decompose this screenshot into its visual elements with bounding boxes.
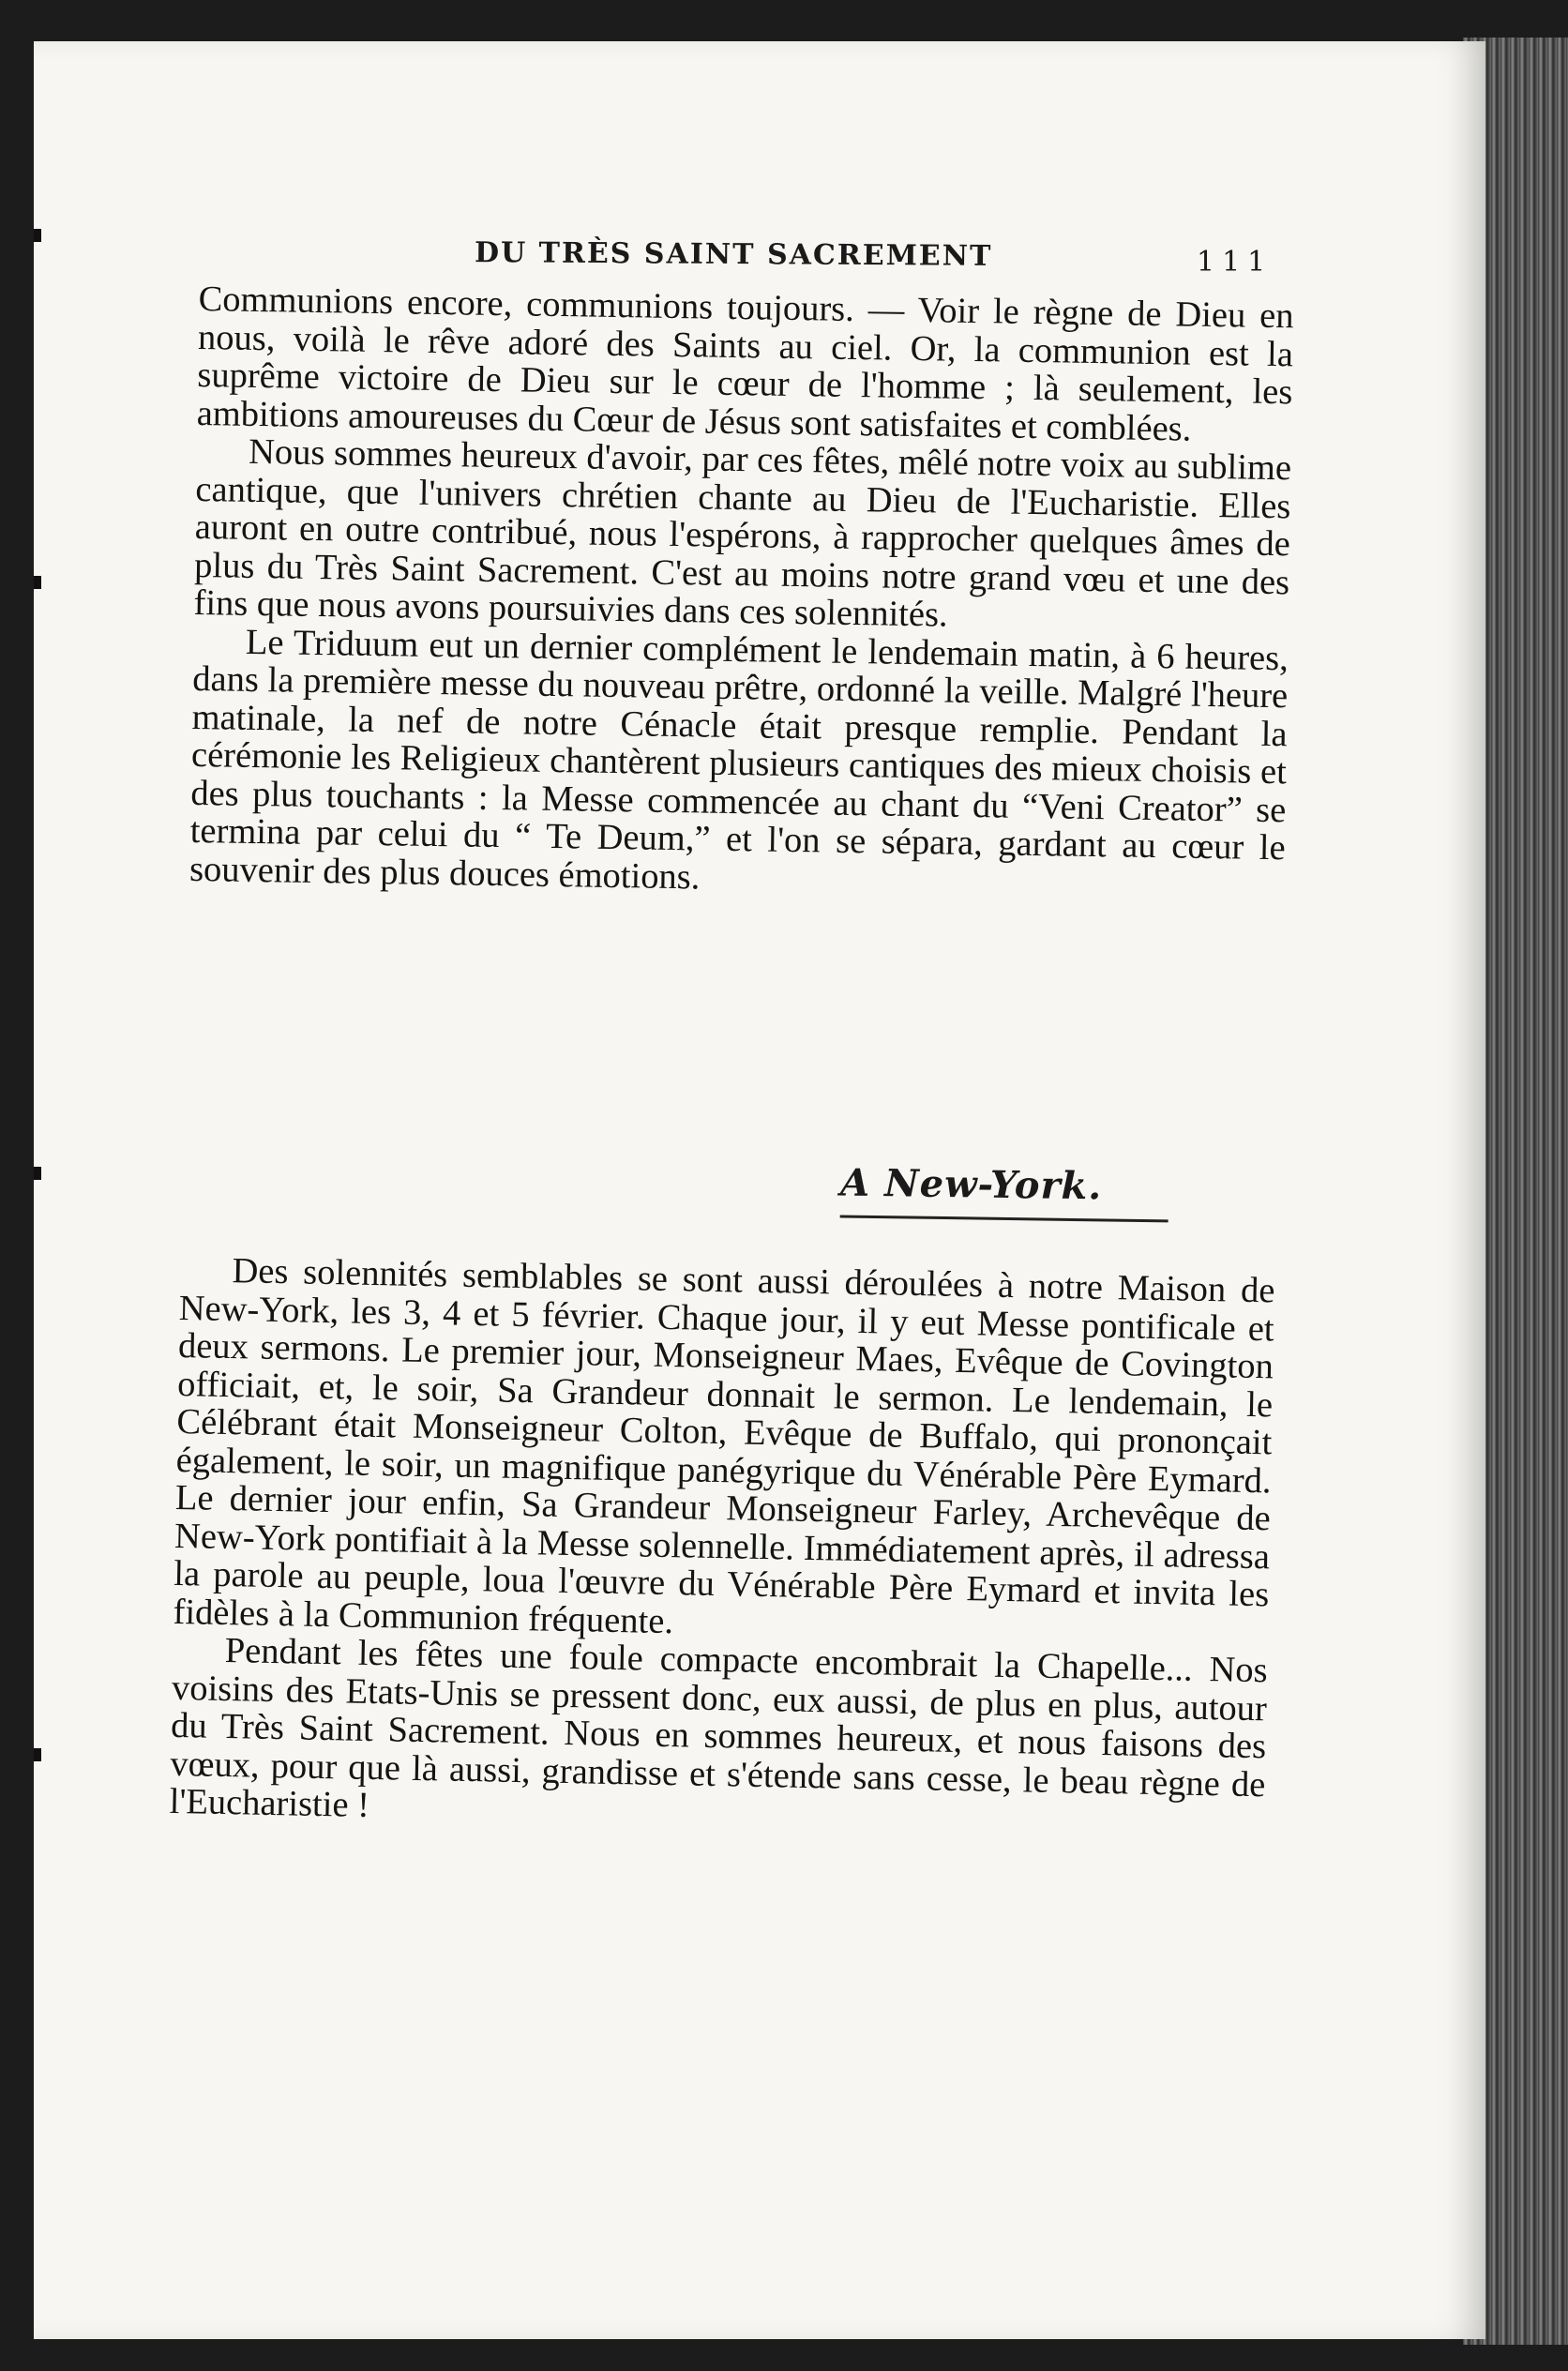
page-header xyxy=(34,236,1485,279)
running-head: DU TRÈS SAINT SACREMENT xyxy=(474,236,993,273)
margin-mark xyxy=(34,1748,41,1761)
section-title-underline xyxy=(840,1215,1168,1222)
paragraph: Des solennités semblables se sont aussi déroulées à notre Maison de New-York, les 3, 4 et 5 février. Chaque jour, il y eut Messe pontificale et deux sermons. Le premier jour, Monseigneur Maes, Evêque de Covington officiait, et, le soir, Sa Grandeur donnait le sermon. Le lendemain, le Célébrant était Monseigneur Colton, Evêque de Buffalo, qui prononçait également, le soir, un magnifique panégyrique du Vénérable Père Eymard. Le dernier jour enfin, Sa Grandeur Monseigneur Farley, Archevêque de New-York pontifiait à la Messe solennelle. Immédiatement après, il adressa la parole au peuple, loua l'œuvre du Vénérable Père Eymard et invita les fidèles à la Communion fréquente. xyxy=(173,1251,1275,1641)
paragraph: Nous sommes heureux d'avoir, par ces fêtes, mêlé notre voix au sublime cantique, que l'univers chrétien chante au Dieu de l'Eucharistie. Elles auront en outre contribué, nous l'espérons, à rapprocher quelques âmes de plus du Très Saint Sacrement. C'est au moins notre grand vœu et une des fins que nous avons poursuivies dans ces solennités. xyxy=(193,431,1292,635)
section-body-1 xyxy=(189,280,1294,905)
paragraph: Communions encore, communions toujours. — Voir le règne de Dieu en nous, voilà le rêve adoré des Saints au ciel. Or, la communion est la suprême victoire de Dieu sur le cœur de l'homme ; là seulement, les ambitions amoureuses du Cœur de Jésus sont satisfaites et comblées. xyxy=(196,279,1294,449)
page-number: 111 xyxy=(1197,246,1274,279)
section-title xyxy=(840,1160,1179,1231)
paragraph: Pendant les fêtes une foule compacte encombrait la Chapelle... Nos voisins des Etats-Unis se pressent donc, eux aussi, de plus en plus, autour du Très Saint Sacrement. Nous en sommes heureux, et nous faisons des vœux, pour que là aussi, grandisse et s'étende sans cesse, le beau règne de l'Eucharistie ! xyxy=(169,1631,1269,1825)
paragraph: Le Triduum eut un dernier complément le lendemain matin, à 6 heures, dans la première messe du nouveau prêtre, ordonné la veille. Malgré l'heure matinale, la nef de notre Cénacle était presque remplie. Pendant la cérémonie les Religieux chantèrent plusieurs cantiques des mieux choisis et des plus touchants : la Messe commencée au chant du “Veni Creator” se termina par celui du “ Te Deum,” et l'on se sépara, gardant au cœur le souvenir des plus douces émotions. xyxy=(188,622,1289,897)
margin-mark xyxy=(34,576,41,589)
book-page xyxy=(34,41,1485,2339)
section-title-text: A New-York. xyxy=(839,1160,1103,1209)
section-body-2 xyxy=(169,1251,1274,1842)
margin-mark xyxy=(34,1167,41,1180)
